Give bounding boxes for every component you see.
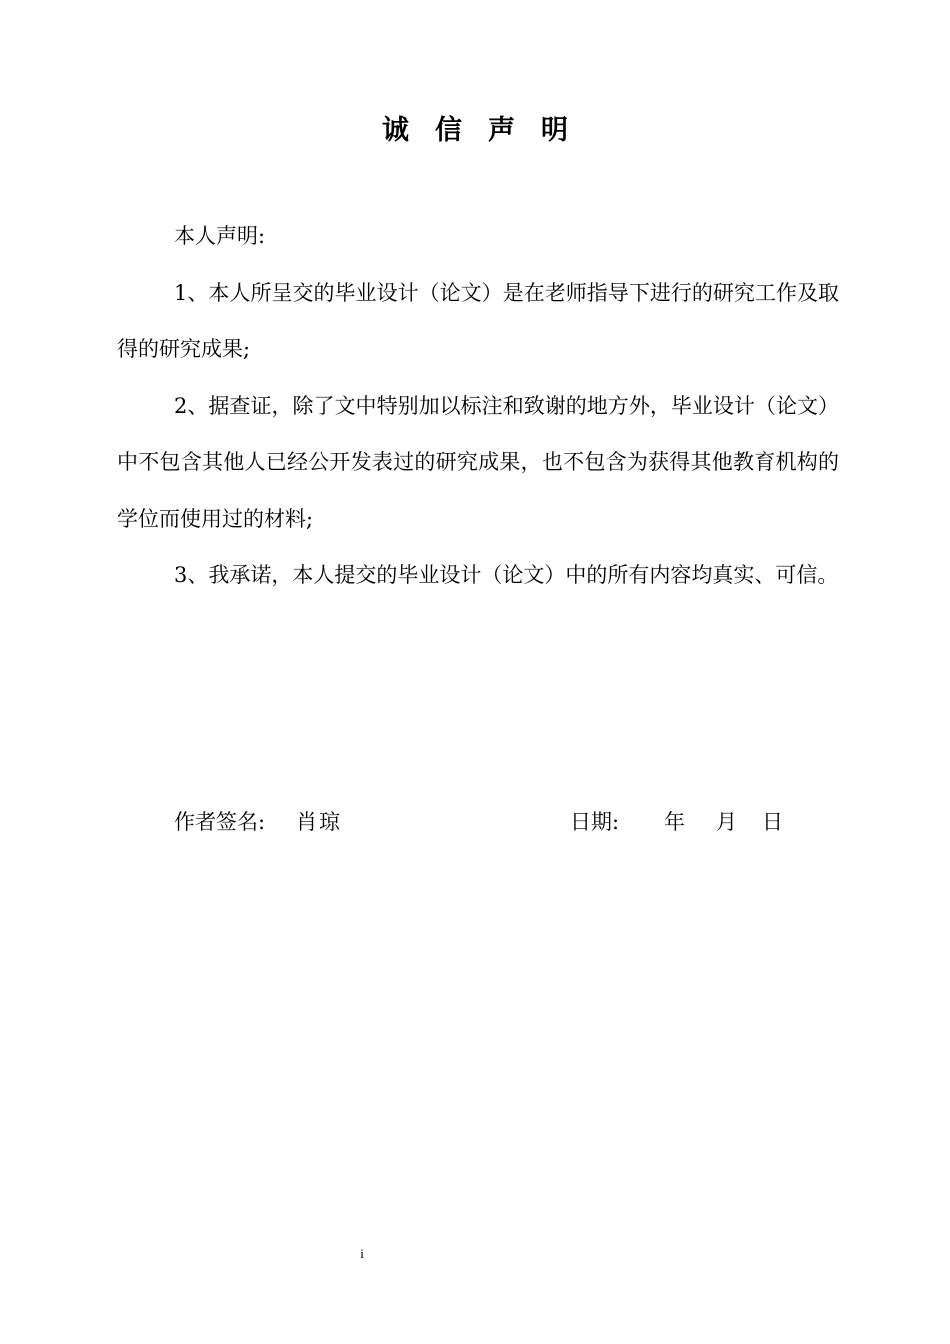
date-year-label: 年 bbox=[664, 810, 685, 834]
date-month-label: 月 bbox=[716, 810, 737, 834]
document-title: 诚信声明 bbox=[382, 115, 594, 146]
declaration-intro: 本人声明: bbox=[174, 224, 266, 248]
declaration-paragraph-3: 3、我承诺，本人提交的毕业设计（论文）中的所有内容均真实、可信。 bbox=[174, 563, 839, 587]
signature-label: 作者签名: bbox=[174, 810, 266, 834]
declaration-paragraph-1: 1、本人所呈交的毕业设计（论文）是在老师指导下进行的研究工作及取得的研究成果; bbox=[117, 280, 839, 361]
declaration-body bbox=[117, 208, 839, 604]
page-number: i bbox=[360, 1246, 364, 1261]
date-label: 日期: bbox=[570, 810, 620, 834]
date-day-label: 日 bbox=[762, 810, 783, 834]
declaration-paragraph-2: 2、据查证，除了文中特别加以标注和致谢的地方外，毕业设计（论文）中不包含其他人已经公开发表过的研究成果，也不包含为获得其他教育机构的学位而使用过的材料; bbox=[117, 393, 839, 531]
signature-row bbox=[174, 802, 824, 842]
author-name: 肖琼 bbox=[296, 810, 342, 834]
